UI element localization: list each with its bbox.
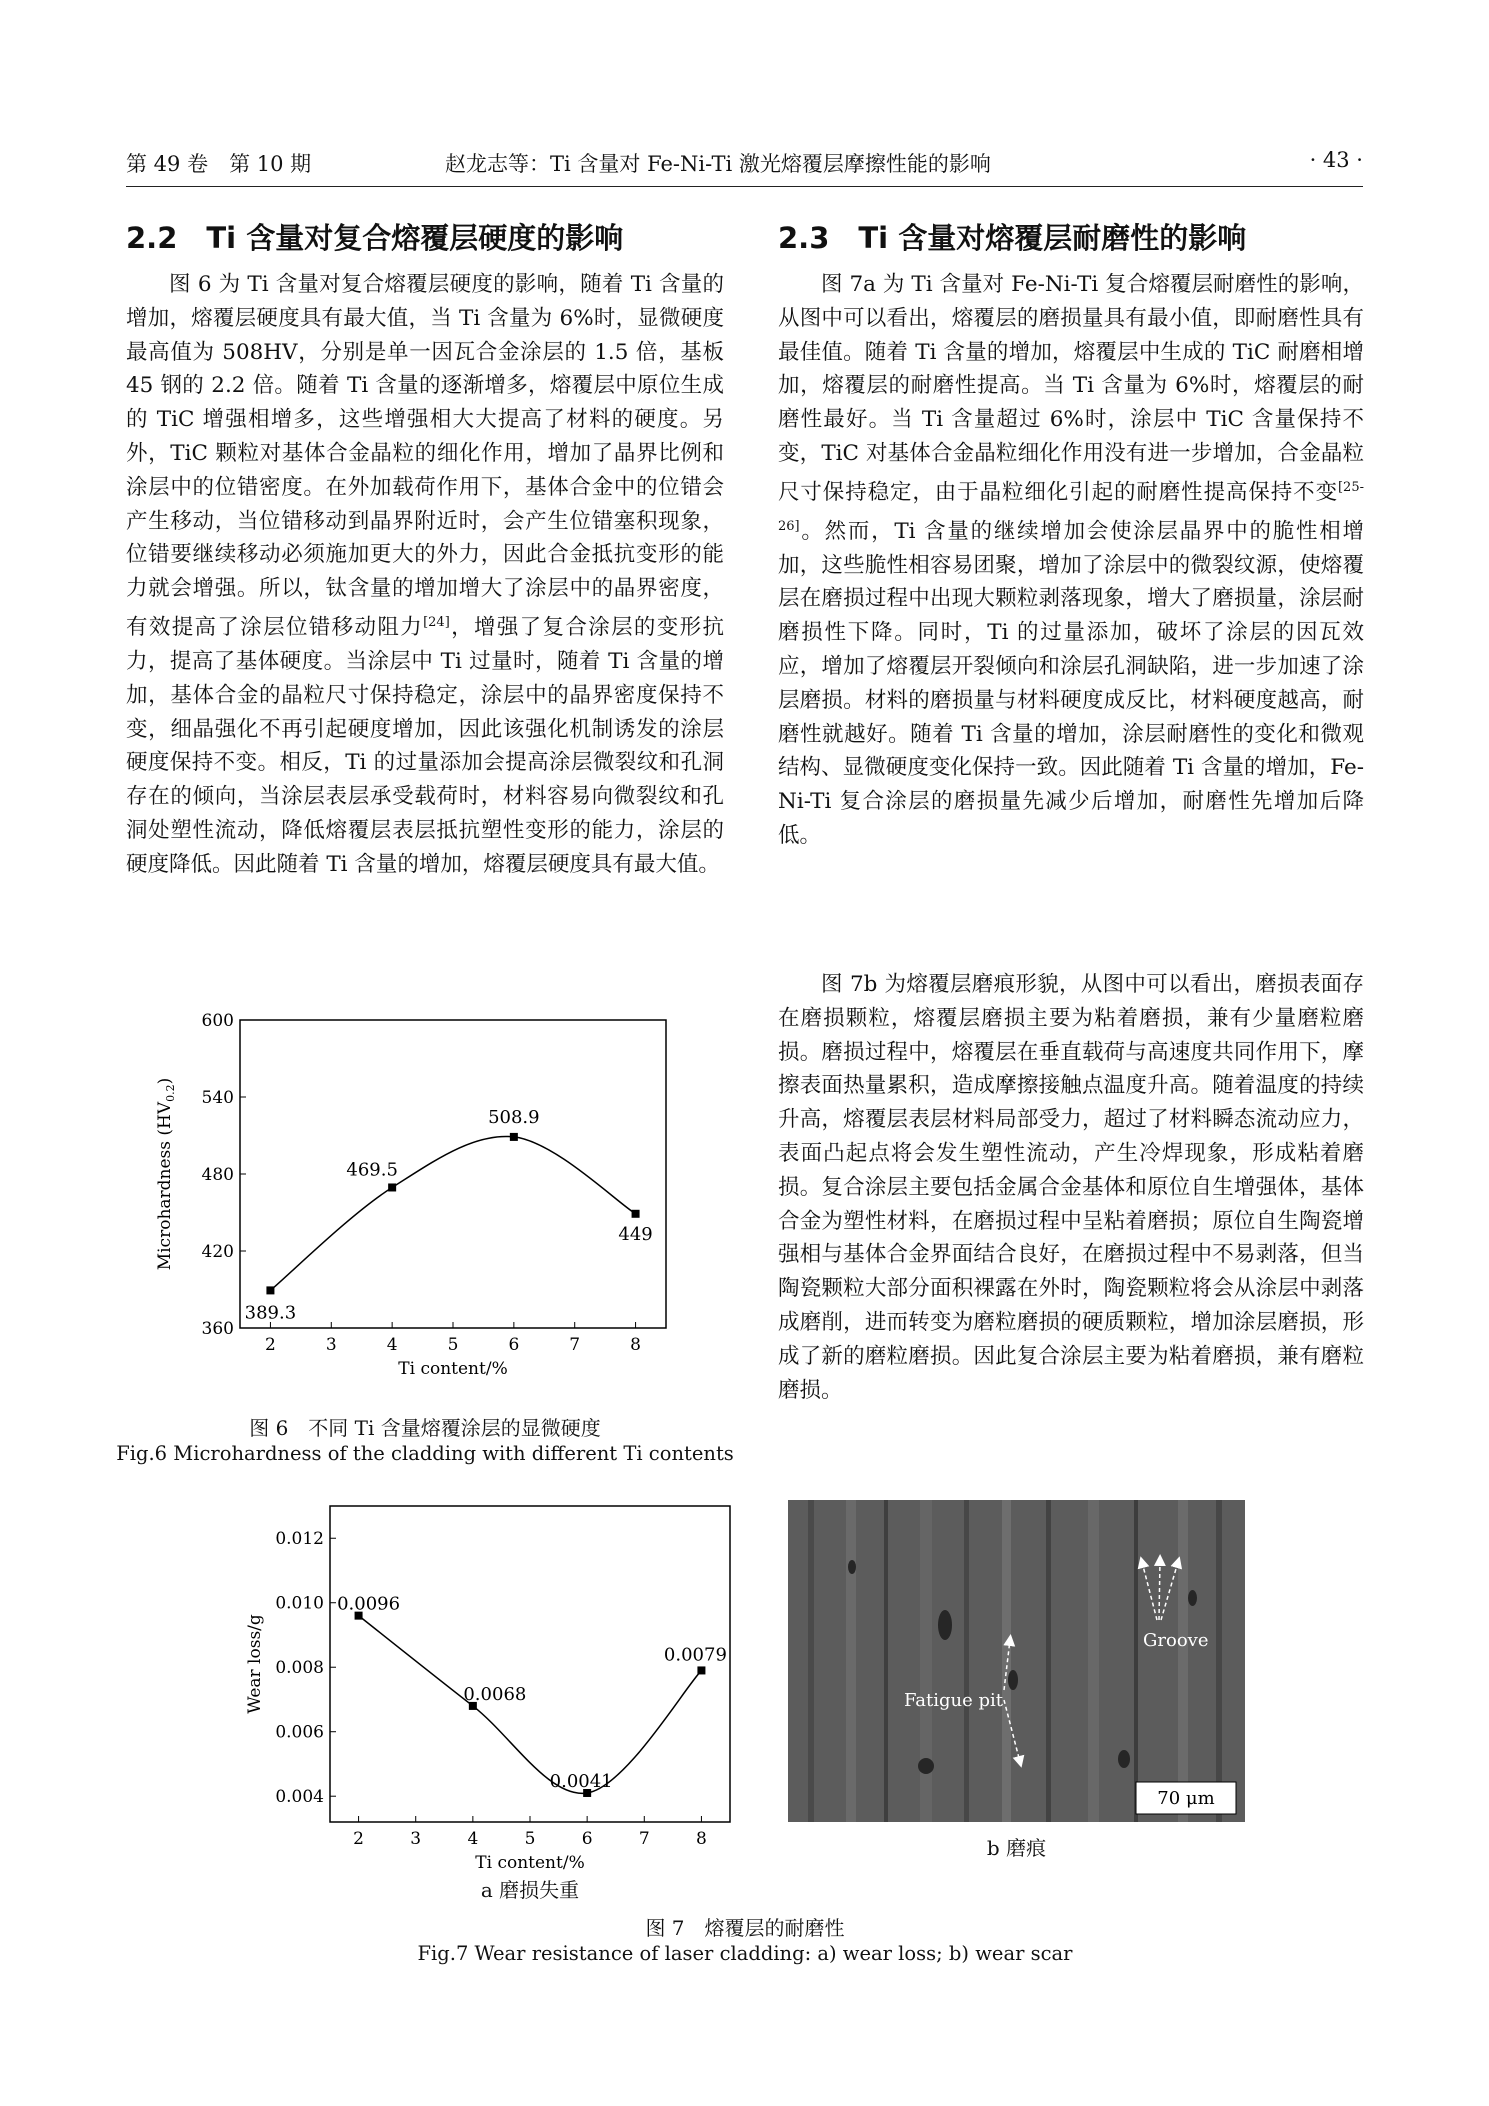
x-tick-label: 7 [569, 1335, 581, 1355]
series-line [359, 1616, 702, 1794]
scale-bar-label: 70 μm [1157, 1788, 1215, 1809]
citation: [25-26] [778, 479, 1364, 534]
data-label: 0.0041 [549, 1770, 613, 1792]
section-title-2-3: 2.3 Ti 含量对熔覆层耐磨性的影响 [778, 221, 1247, 255]
body-text: ，增强了复合涂层的变形抗力，提高了基体硬度。当涂层中 Ti 过量时，随着 Ti 含量的增加，基体合金的晶粒尺寸保持稳定，涂层中的晶界密度保持不变，细晶强化不再引起硬度增加，因此该强化机制诱发的涂层硬度保持不变。相反，Ti 的过量添加会提高涂层微裂纹和孔洞存在的倾向，当涂层表层承受载荷时，材料容易向微裂纹和孔洞处塑性流动，降低熔覆层表层抵抗塑性变形的能力，涂层的硬度降低。因此随着 Ti 含量的增加，熔覆层硬度具有最大值。 [126, 615, 724, 877]
body-paragraph: 图 7b 为熔覆层磨痕形貌，从图中可以看出，磨损表面存在磨损颗粒，熔覆层磨损主要为粘着磨损，兼有少量磨粒磨损。磨损过程中，熔覆层在垂直载荷与高速度共同作用下，摩擦表面热量累积，造成摩擦接触点温度升高。随着温度的持续升高，熔覆层表层材料局部受力，超过了材料瞬态流动应力，表面凸起点将会发生塑性流动，产生冷焊现象，形成粘着磨损。复合涂层主要包括金属合金基体和原位自生增强体，基体合金为塑性材料，在磨损过程中呈粘着磨损；原位自生陶瓷增强相与基体合金界面结合良好，在磨损过程中不易剥落，但当陶瓷颗粒大部分面积裸露在外时，陶瓷颗粒将会从涂层中剥落成磨削，进而转变为磨粒磨损的硬质颗粒，增加涂层磨损，形成了新的磨粒磨损。因此复合涂层主要为粘着磨损，兼有磨粒磨损。 [778, 972, 1364, 1403]
data-label: 0.0079 [663, 1644, 727, 1666]
header-page-number: · 43 · [1309, 148, 1363, 172]
x-tick-label: 6 [581, 1829, 593, 1849]
x-tick-label: 8 [630, 1335, 641, 1355]
x-tick-label: 5 [447, 1335, 459, 1355]
groove-arrow [1161, 1562, 1178, 1620]
data-point [697, 1666, 705, 1674]
data-label: 469.5 [346, 1159, 398, 1181]
figure7a-label: a 磨损失重 [480, 1878, 580, 1902]
data-label: 449 [618, 1223, 653, 1245]
figure6-caption-en: Fig.6 Microhardness of the cladding with different Ti contents [116, 1442, 734, 1465]
body-paragraph [126, 268, 724, 882]
header-article-title: 赵龙志等：Ti 含量对 Fe-Ni-Ti 激光熔覆层摩擦性能的影响 [445, 152, 991, 176]
groove-arrow [1159, 1560, 1160, 1620]
y-tick-label: 0.010 [275, 1593, 324, 1614]
x-tick-label: 2 [265, 1335, 276, 1355]
data-label: 0.0096 [337, 1593, 401, 1615]
data-label: 0.0068 [463, 1683, 527, 1705]
x-tick-label: 5 [524, 1829, 536, 1849]
data-point [388, 1183, 396, 1191]
y-tick-label: 600 [201, 1011, 234, 1031]
x-tick-label: 4 [467, 1829, 479, 1849]
figure7-caption-cn: 图 7 熔覆层的耐磨性 [645, 1916, 845, 1940]
fatigue-pit-label: Fatigue pit [904, 1690, 1003, 1711]
y-axis-label [245, 1614, 265, 1714]
figure7b-label: b 磨痕 [986, 1836, 1047, 1860]
y-tick-label: 360 [201, 1319, 234, 1339]
fatigue-pit-arrow [1004, 1700, 1020, 1762]
section-title-2-2: 2.2 Ti 含量对复合熔覆层硬度的影响 [126, 221, 624, 255]
x-tick-label: 3 [410, 1829, 422, 1849]
microhardness-chart [155, 1010, 720, 1410]
data-label: 508.9 [488, 1106, 540, 1128]
series-line [270, 1136, 635, 1290]
y-tick-label: 420 [201, 1242, 234, 1262]
body-text: 图 7a 为 Ti 含量对 Fe-Ni-Ti 复合熔覆层耐磨性的影响，从图中可以看出，熔覆层的磨损量具有最小值，即耐磨性具有最佳值。随着 Ti 含量的增加，熔覆层中生成的 TiC 耐磨相增加，熔覆层的耐磨性提高。当 Ti 含量为 6%时，熔覆层的耐磨性最好。当 Ti 含量超过 6%时，涂层中 TiC 含量保持不变，TiC 对基体合金晶粒细化作用没有进一步增加，合金晶粒尺寸保持稳定，由于晶粒细化引起的耐磨性提高保持不变 [778, 272, 1364, 505]
x-tick-label: 3 [325, 1335, 337, 1355]
y-tick-label: 0.004 [275, 1787, 324, 1808]
y-tick-label: 480 [201, 1165, 234, 1185]
figure7-caption-en: Fig.7 Wear resistance of laser cladding: a) wear loss; b) wear scar [417, 1942, 1073, 1965]
y-axis-label-text: Wear loss/g [245, 1614, 265, 1714]
y-tick-label: 0.006 [275, 1722, 324, 1743]
wear-scar-micrograph [788, 1500, 1245, 1822]
data-point [632, 1210, 640, 1218]
micrograph-annotations [788, 1500, 1245, 1822]
header-rule [126, 186, 1363, 187]
data-point [510, 1133, 518, 1141]
x-axis-label: Ti content/% [398, 1359, 508, 1379]
x-tick-label: 6 [508, 1335, 520, 1355]
fatigue-pit-arrow [1004, 1640, 1010, 1690]
y-tick-label: 0.008 [275, 1658, 324, 1679]
x-tick-label: 7 [638, 1829, 650, 1849]
y-axis-label-close: ) [155, 1077, 175, 1085]
groove-label: Groove [1143, 1630, 1209, 1651]
y-tick-label: 540 [201, 1088, 234, 1108]
data-label: 389.3 [244, 1302, 297, 1324]
x-tick-label: 2 [353, 1829, 364, 1849]
data-point [266, 1286, 274, 1294]
y-axis-label-text: Microhardness (HV [155, 1101, 175, 1271]
x-tick-label: 8 [696, 1829, 707, 1849]
body-text: 。然而，Ti 含量的继续增加会使涂层晶界中的脆性相增加，这些脆性相容易团聚，增加了涂层中的微裂纹源，使熔覆层在磨损过程中出现大颗粒剥落现象，增大了磨损量，涂层耐磨损性下降。同时，Ti 的过量添加，破坏了涂层的因瓦效应，增加了熔覆层开裂倾向和涂层孔洞缺陷，进一步加速了涂层磨损。材料的磨损量与材料硬度成反比，材料硬度越高，耐磨性就越好。随着 Ti 含量的增加，涂层耐磨性的变化和微观结构、显微硬度变化保持一致。因此随着 Ti 含量的增加，Fe-Ni-Ti 复合涂层的磨损量先减少后增加，耐磨性先增加后降低。 [778, 518, 1364, 849]
y-axis-label [155, 1078, 177, 1271]
citation: [24] [423, 614, 450, 630]
body-text: 图 6 为 Ti 含量对复合熔覆层硬度的影响，随着 Ti 含量的增加，熔覆层硬度具有最大值，当 Ti 含量为 6%时，显微硬度最高值为 508HV，分别是单一因瓦合金涂层的 1.5 倍，基板 45 钢的 2.2 倍。随着 Ti 含量的逐渐增多，熔覆层中原位生成的 TiC 增强相增多，这些增强相大大提高了材料的硬度。另外，TiC 颗粒对基体合金晶粒的细化作用，增加了晶界比例和涂层中的位错密度。在外加载荷作用下，基体合金中的位错会产生移动，当位错移动到晶界附近时，会产生位错塞积现象，位错要继续移动必须施加更大的外力，因此合金抵抗变形的能力就会增强。所以，钛含量的增加增大了涂层中的晶界密度，有效提高了涂层位错移动阻力 [126, 272, 724, 641]
wear-loss-chart [240, 1496, 760, 1876]
figure6-caption-cn: 图 6 不同 Ti 含量熔覆涂层的显微硬度 [249, 1416, 601, 1440]
body-paragraph [778, 268, 1364, 853]
plot-frame [240, 1020, 666, 1328]
y-tick-label: 0.012 [275, 1529, 324, 1550]
x-tick-label: 4 [386, 1335, 398, 1355]
header-journal-issue: 第 49 卷 第 10 期 [126, 152, 312, 176]
groove-arrow [1142, 1562, 1157, 1620]
y-axis-label-sub: 0.2 [164, 1084, 177, 1102]
x-axis-label: Ti content/% [475, 1853, 585, 1873]
